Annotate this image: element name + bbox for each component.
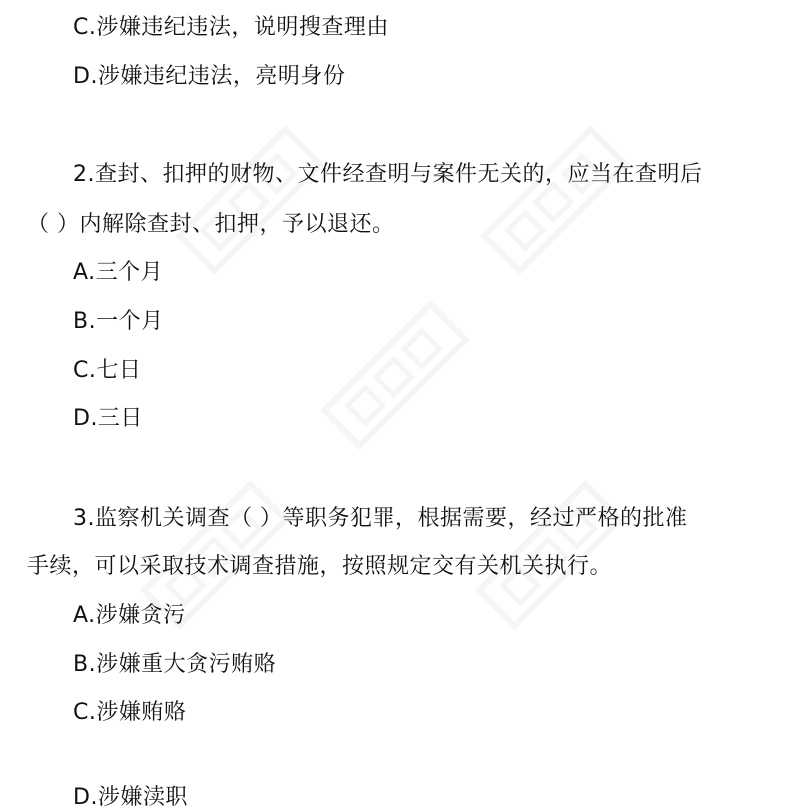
q3-option-d: D.涉嫌渎职 bbox=[73, 785, 188, 810]
q3-option-a: A.涉嫌贪污 bbox=[73, 603, 186, 628]
q1-option-c: C.涉嫌违纪违法，说明搜查理由 bbox=[73, 15, 389, 40]
q1-option-d: D.涉嫌违纪违法，亮明身份 bbox=[73, 64, 346, 89]
q2-option-b: B.一个月 bbox=[73, 309, 164, 334]
watermark-logo bbox=[317, 297, 473, 453]
q3-question-line2: 手续，可以采取技术调查措施，按照规定交有关机关执行。 bbox=[27, 554, 613, 579]
q3-question-line1: 3.监察机关调查（ ）等职务犯罪，根据需要，经过严格的批准 bbox=[73, 506, 688, 531]
watermark-logo bbox=[172, 122, 328, 278]
q2-option-c: C.七日 bbox=[73, 358, 142, 383]
q2-question-line2: （ ）内解除查封、扣押，予以退还。 bbox=[27, 212, 395, 237]
q3-option-c: C.涉嫌贿赂 bbox=[73, 700, 187, 725]
q2-option-a: A.三个月 bbox=[73, 260, 164, 285]
watermark-logo bbox=[477, 122, 633, 278]
q2-question-line1: 2.查封、扣押的财物、文件经查明与案件无关的，应当在查明后 bbox=[73, 162, 703, 187]
q2-option-d: D.三日 bbox=[73, 406, 143, 431]
q3-option-b: B.涉嫌重大贪污贿赂 bbox=[73, 652, 277, 677]
